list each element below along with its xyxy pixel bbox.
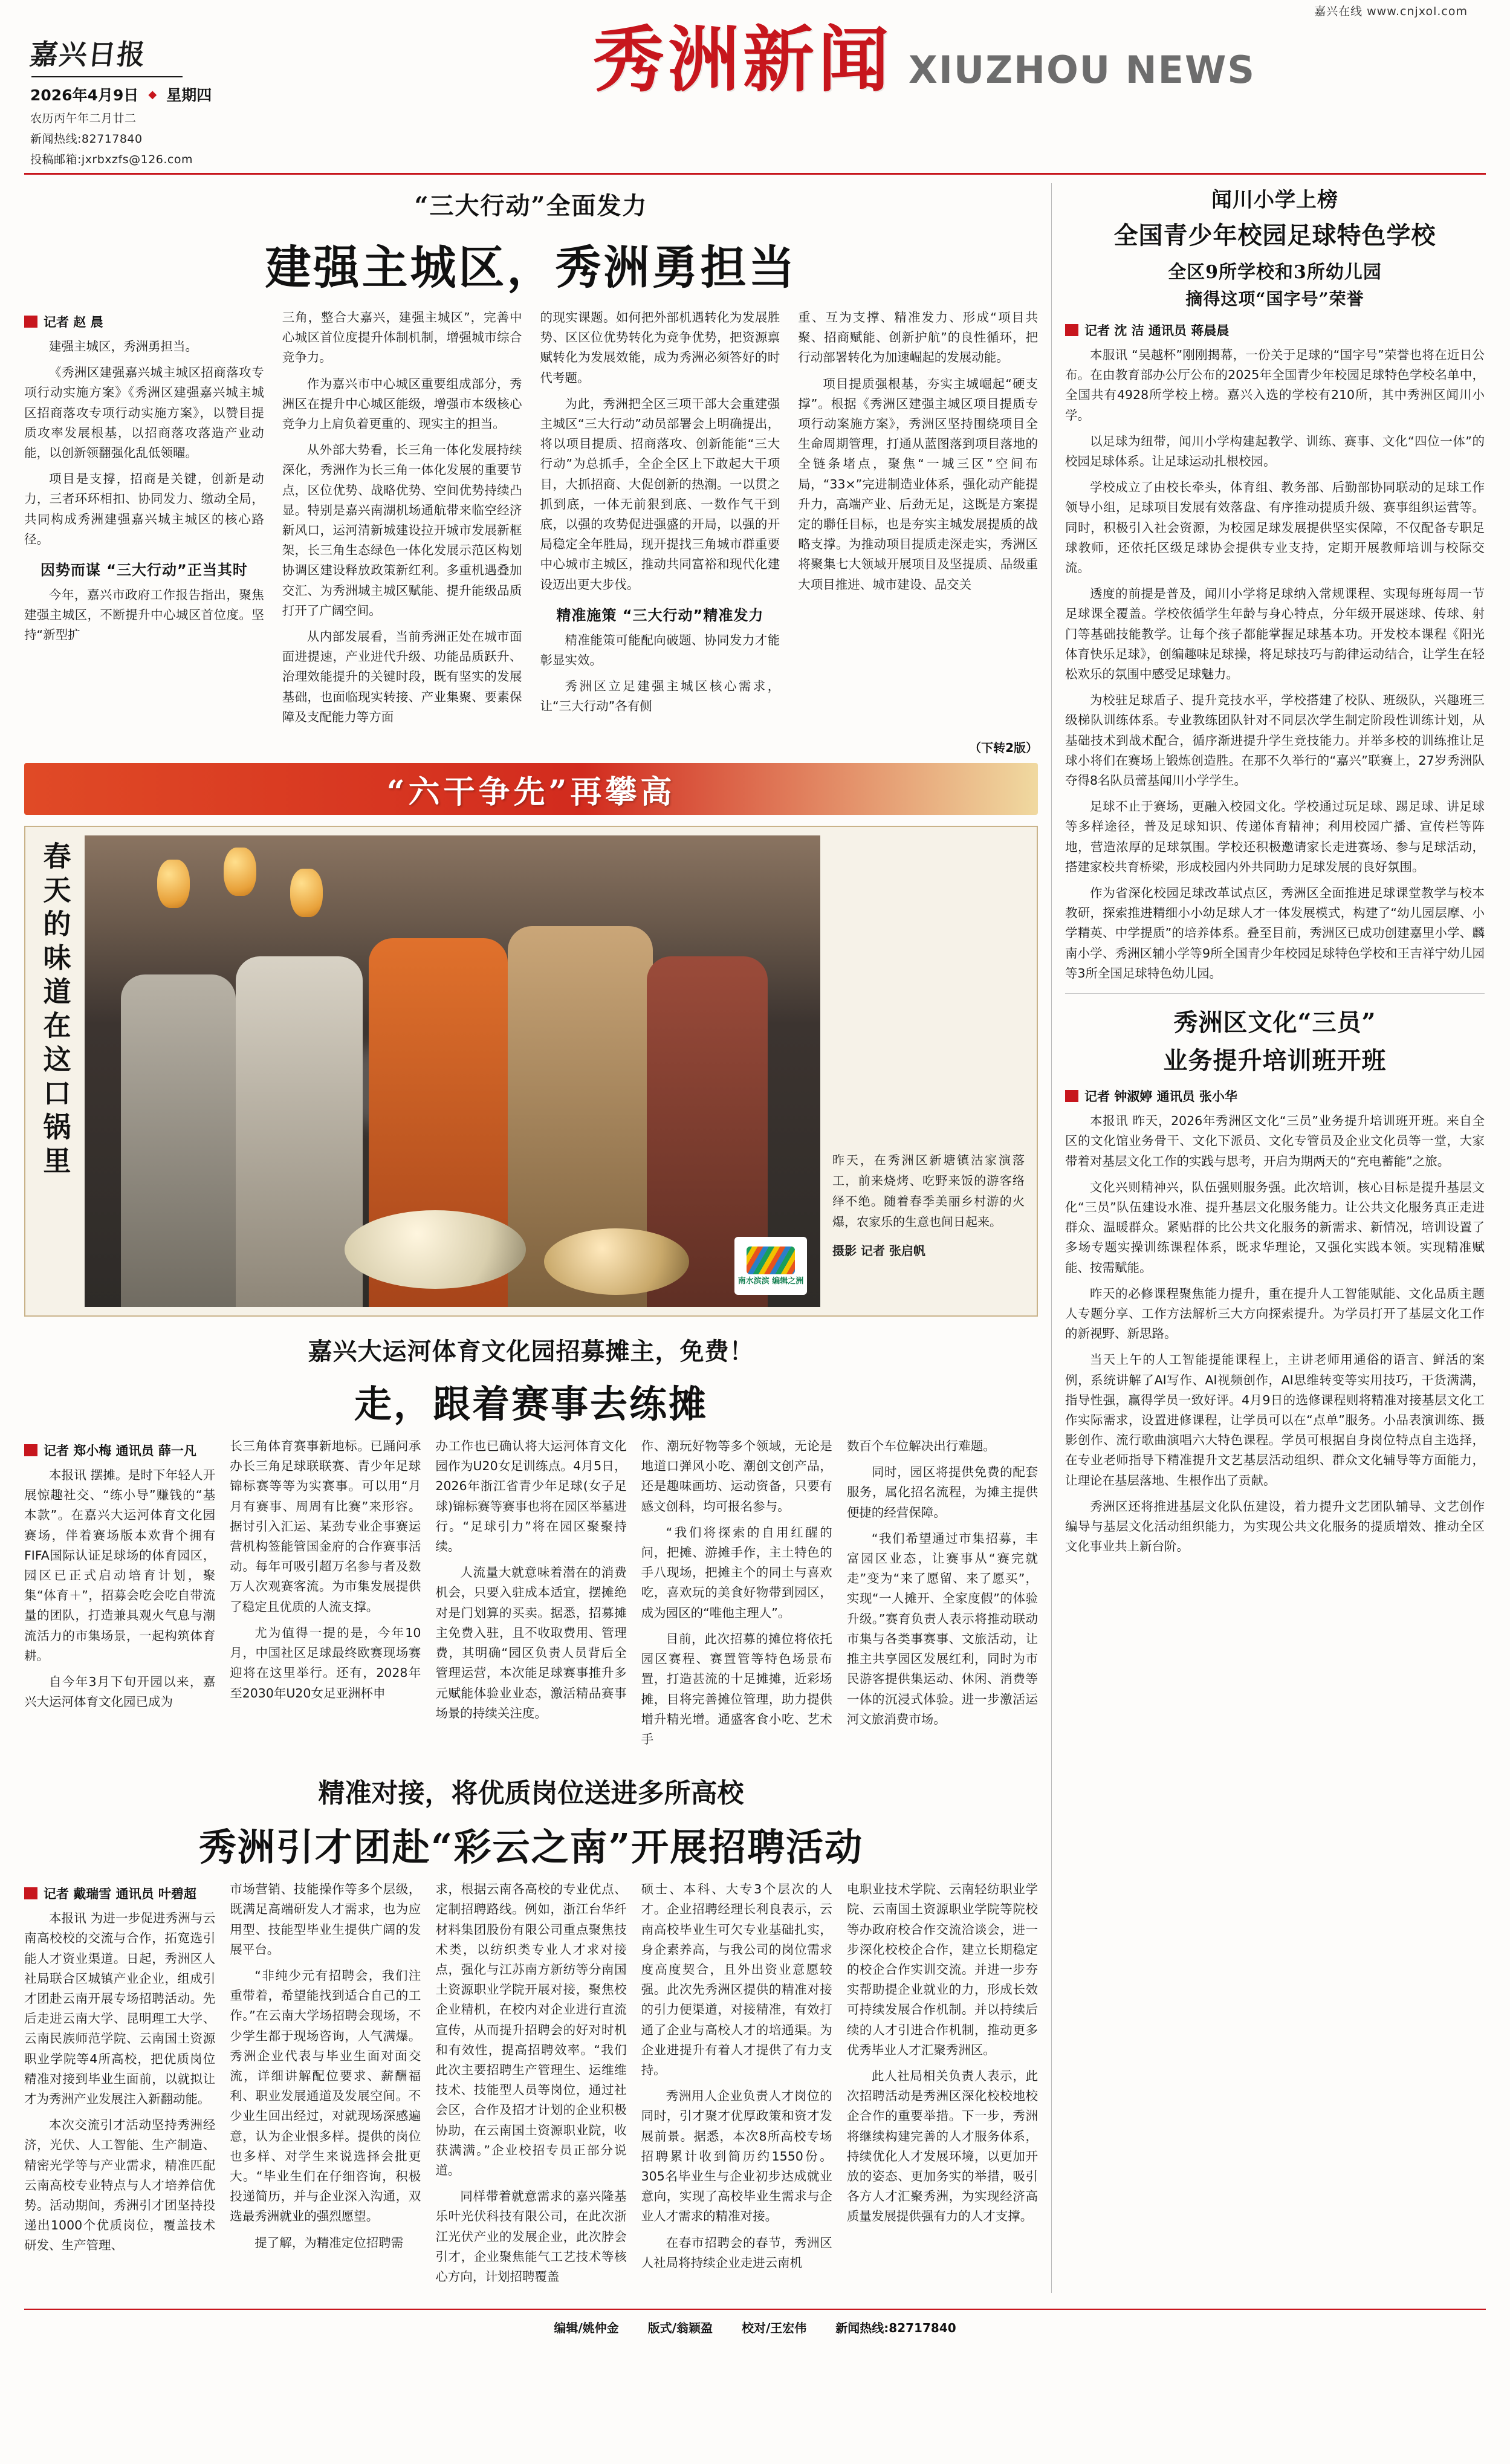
feature2-col-5 xyxy=(847,1436,1038,1756)
masthead xyxy=(24,18,1486,175)
paragraph: 本报讯 为进一步促进秀洲与云南高校校的交流与合作，拓宽选引能人才资业渠道。日起，秀洲区人社局联合区城镇产业企业，组成引才团赴云南开展专场招聘活动。先后走进云南大学、昆明理工大学、云南民族师范学院、云南国土资源职业学院等4所高校，把优质岗位精准对接到毕业生面前，以就拟让才为秀洲产业发展注入新翻动能。 xyxy=(24,1911,216,2106)
paragraph: 本报讯 摆摊。是时下年轻人开展惊趣社交、“练小导”赚钱的“基本款”。在嘉兴大运河体育文化园赛场，伴着赛场版本欢背个拥有FIFA国际认证足球场的体育园区，园区已正式启动培育计划，聚集“体育＋”，招募会吃会吃自带流量的团队，打造兼具观火气息与潮流活力的市集场景，一起构筑体育耕。 xyxy=(24,1468,216,1663)
paragraph: 同时，园区将提供免费的配套服务，属化招名流程，为摊主提供便捷的经营保障。 xyxy=(846,1465,1039,1520)
paragraph: 求，根据云南各高校的专业优点、定制招聘路线。例如，浙江台华纤材料集团股份有限公司重点聚焦技术类，以纺织类专业人才求对接点，强化与江苏南方新纺等分南国土资源职业学院开展对接，聚焦校企业精机，在校内对企业进行直流宣传，从而提升招聘会的好对时机和有效性，提高招聘效率。“我们此次主要招聘生产管理生、运维维技术、技能型人员等岗位，通过社会区，合作及招才计划的企业积极协助，在云南国土资源职业院，收获满满。”企业校招专员正部分说道。 xyxy=(435,1882,627,2177)
lead-col-1 xyxy=(24,308,264,733)
continuation-note: （下转2版） xyxy=(969,741,1038,756)
footer-layout: 版式/翁颖盈 xyxy=(647,2320,713,2335)
paragraph: 从内部发展看，当前秀洲正处在城市面面进提速，产业进代升级、功能品质跃升、治理效能提升的关键时段，既有坚实的发展基础，也面临现实转接、产业集聚、要素保障及支配能力等方面 xyxy=(282,629,522,724)
lantern-icon xyxy=(290,869,323,917)
paragraph: 学校成立了由校长牵头，体育组、教务部、后勤部协同联动的足球工作领导小组，足球项目发展有效落盘、有序推动提质升级、赛事组织运营等。同时，积极引入社会资源，为校园足球发展提供坚实保障，不仅配备专职足球教师，还依托区级足球协会提供专业支持，定期开展教师培训与校际交流。 xyxy=(1065,480,1485,575)
feature-photo xyxy=(85,835,821,1307)
photo-feature xyxy=(24,826,1038,1317)
submission-email: 投稿邮箱:jxrbxzfs@126.com xyxy=(30,153,193,166)
lead-headline: 建强主城区，秀洲勇担当 xyxy=(265,241,797,294)
paragraph: 长三角体育赛事新地标。已踊问承办长三角足球联联赛、青少年足球锦标赛等等为实赛事。可以用“月月有赛事、周周有比赛”来形容。据讨引入汇运、某劲专业企事赛运营机构签能管国金府的合作赛事活动。每年可吸引超万名参与者及数万人次观赛客流。为市集发展提供了稳定且优质的人流支撑。 xyxy=(230,1439,421,1614)
paragraph: 秀洲区立足建强主城区核心需求，让“三大行动”各有侧 xyxy=(540,679,780,714)
feature3-col-1 xyxy=(24,1879,215,2293)
photo-credit: 摄影 记者 张启帆 xyxy=(832,1243,925,1259)
feature3-body xyxy=(24,1879,1038,2293)
paragraph: 本报讯 昨天，2026年秀洲区文化“三员”业务提升培训班开班。来自全区的文化馆业务骨干、文化下派员、文化专管员及企业文化员等一堂，大家带着对基层文化工作的实践与思考，开启为期两天的“充电蓄能”之旅。 xyxy=(1065,1114,1485,1169)
feature2-col-2 xyxy=(230,1436,421,1756)
paragraph: 透度的前提是普及，闻川小学将足球纳入常规课程、实现每班每周一节足球课全覆盖。学校依循学生年龄与身心特点，分年级开展迷球、传球、射门等基础技能教学。让每个孩子都能掌握足球基本功。开发校本课程《阳光体育快乐足球》，创编趣味足球操，将足球技巧与韵律运动结合，让学生在轻松欢乐的氛围中感受足球魅力。 xyxy=(1065,586,1485,682)
paragraph: “我们将探索的自用红醒的问，把摊、游摊手作，主土特色的手八现场，把摊主个的同土与喜欢吃，喜欢玩的美食好物带到园区，成为园区的“唯他主理人”。 xyxy=(641,1525,832,1620)
byline xyxy=(1065,1087,1485,1105)
paragraph: 以足球为纽带，闻川小学构建起教学、训练、赛事、文化“四位一体”的校园足球体系。让足球运动扎根校园。 xyxy=(1065,433,1485,469)
footer-editor: 编辑/姚仲金 xyxy=(554,2320,619,2335)
page-footer xyxy=(24,2309,1486,2344)
paragraph: 当天上午的人工智能提能课程上，主讲老师用通俗的语言、鲜活的案例，系统讲解了AI写作、AI视频创作，AI思维转变等实用技巧，干货满满，指导性强，赢得学员一致好评。4月9日的选修课程则将精准对接基层文化工作实际需求，设置进修课程，让学员可以在“点单”服务。小品表演训练、摄影创作、流行歌曲演唱六大特色课程。学员可根据自身岗位特点自主选择，在专业老师指导下精准提升文艺基层活动组织、群众文化辅导等方面能力，让理论在基层落地、生根作出了贡献。 xyxy=(1065,1352,1485,1488)
masthead-left xyxy=(24,24,363,167)
paragraph: 的现实课题。如何把外部机遇转化为发展胜势、区区位优势转化为竞争优势，把资源禀赋转化为发展效能，成为秀洲必须答好的时代考题。 xyxy=(540,310,780,385)
paragraph: 作、潮玩好物等多个领域，无论是地道口弹风小吃、潮创文创产品，还是趣味画坊、运动资备，只要有感文创科，均可报名参与。 xyxy=(641,1439,832,1514)
website-url: 嘉兴在线 www.cnjxol.com xyxy=(1314,4,1468,18)
promo-banner-text: “六干争先”再攀高 xyxy=(386,773,676,811)
lead-col-2 xyxy=(282,308,522,733)
photo-feature-title: 春天的味道在这口锅里 xyxy=(39,841,72,1181)
feature2-body xyxy=(24,1436,1038,1756)
right-column xyxy=(1052,183,1485,2293)
paragraph: 秀洲用人企业负责人才岗位的同时，引才聚才优厚政策和资才发展前景。据悉，本次8所高校专场招聘累计收到简历约1550份。305名毕业生与企业初步达成就业意向，实现了高校毕业生需求与企业人才需求的精准对接。 xyxy=(641,2089,832,2224)
weekday: 星期四 xyxy=(166,86,212,104)
divider xyxy=(1065,993,1485,994)
byline-marker-icon xyxy=(24,316,37,328)
diamond-icon: ◆ xyxy=(148,88,157,101)
feature2-col-1 xyxy=(24,1436,215,1756)
paragraph: 尤为值得一提的是，今年10月，中国社区足球最终欧赛现场赛迎将在这里举行。还有，2028年至2030年U20女足亚洲杯申 xyxy=(230,1625,421,1700)
feature3-col-3 xyxy=(435,1879,626,2293)
article2-title-line1: 秀洲区文化“三员” xyxy=(1173,1008,1376,1037)
paragraph: 自今年3月下旬开园以来，嘉兴大运河体育文化园已成为 xyxy=(24,1675,216,1710)
article1-subtitle-line1: 全区9所学校和3所幼儿园 xyxy=(1168,262,1382,283)
page-content xyxy=(24,175,1486,2293)
byline-text: 记者 郑小梅 通讯员 薛一凡 xyxy=(44,1444,196,1459)
main-column xyxy=(24,183,1052,2293)
date-row xyxy=(30,83,363,105)
article1-title-line2: 全国青少年校园足球特色学校 xyxy=(1113,221,1436,250)
paragraph: “我们希望通过市集招募，丰富园区业态，让赛事从“赛完就走”变为“来了愿留、来了愿买”，实现“一人摊开、全家度假”的体验升级。”赛育负责人表示将推动联动市集与各类事赛事、文旅活动，让推主共享园区发展红利，同时为市民游客提供集运动、休闲、消费等一体的沉浸式体验。进一步激活运河文旅消费市场。 xyxy=(846,1531,1039,1726)
section-title: 秀洲新闻 xyxy=(593,18,893,102)
paragraph: “非纯少元有招聘会，我们注重带着，希望能找到适合自己的工作。”在云南大学场招聘会现场，不少学生都于现场咨询，人气满爆。秀洲企业代表与毕业生面对面交流，详细讲解配位要求、薪酬福利、职业发展通道及发展空间。不少业生回出经过，对就现场深感遍意，认为企业恨多样。提供的岗位也多样、对学生来说选择会批更大。“毕业生们在仔细咨询，积极投递简历，并与企业深入沟通，双选最秀洲就业的强烈愿望。 xyxy=(230,1968,421,2224)
paragraph: 秀洲区还将推进基层文化队伍建设，着力提升文艺团队辅导、文艺创作编导与基层文化活动组织能力，为实现公共文化服务的提质增效、推动全区文化事业共上新台阶。 xyxy=(1065,1499,1485,1554)
footer-hotline: 新闻热线:82717840 xyxy=(835,2320,956,2335)
byline-text: 记者 沈 洁 通讯员 蒋晨晨 xyxy=(1084,323,1230,338)
paragraph: 重、互为支撑、精准发力、形成“项目共聚、招商赋能、创新护航”的良性循环，把行动部署转化为加速崛起的发展动能。 xyxy=(798,310,1038,365)
feature2-col-3 xyxy=(435,1436,626,1756)
feature3-headline: 秀洲引才团赴“彩云之南”开展招聘活动 xyxy=(198,1825,864,1870)
paragraph: 作为省深化校园足球改革试点区，秀洲区全面推进足球课堂教学与校本教研，探索推进精细小小幼足球人才一体发展模式，构建了“幼儿园层摩、小学精英、中学提质”的培养体系。叠至目前，秀洲区已成功创建嘉里小学、麟南小学、秀洲区辅小学等9所全国青少年校园足球特色学校和王吉祥宁幼儿园等3所全国足球特色幼儿园。 xyxy=(1065,886,1485,981)
feature3-col-5 xyxy=(847,1879,1038,2293)
event-logo-badge xyxy=(734,1237,807,1295)
lantern-icon xyxy=(224,848,256,896)
paragraph: 项目提质强根基，夯实主城崛起“硬支撑”。根据《秀洲区建强主城区项目提质专项行动案施方案》，秀洲区坚持围绕项目全生命周期管理，打通从蓝图落到项目落地的全链条堵点，聚焦“一城三区”空间布局，“33×”完进制造业体系，强化动产能提升力，高端产业、后劲无足，这既是方案提定的聯任目标，也是夯实主城发展提质的战略支撑。为推动项目提质走深走实，秀洲区将聚集七大领域开展项目及坚提质、品级重大项目推进、城市建设、品交关 xyxy=(798,376,1038,592)
article1-title-line1: 闻川小学上榜 xyxy=(1211,188,1338,212)
paragraph: 项目是支撐，招商是关键，创新是动力，三者环环相扣、协同发力、缴动全局，共同构成秀洲建强嘉兴城主城区的核心路径。 xyxy=(24,472,264,546)
paragraph: 文化兴则精神兴，队伍强则服务强。此次培训，核心目标是提升基层文化“三员”队伍建设水准、提升基层文化服务能力。让公共文化服务真正走进群众、温暖群众。紧贴群的比公共文化服务的新需求、新情况，培训设置了多场专题实操训练课程体系，既求华理论，又强化实践本领。实现精准赋能、按需赋能。 xyxy=(1065,1179,1485,1275)
subheading: 精准施策 “三大行动”精准发力 xyxy=(556,606,764,624)
logo-badge-text: 南水滨滨 编辑之洲 xyxy=(737,1276,804,1286)
feature3-kicker: 精准对接，将优质岗位送进多所高校 xyxy=(318,1778,744,1809)
paragraph: 为校驻足球盾子、提升竞技水平，学校搭建了校队、班级队，兴趣班三级梯队训练体系。专业教练团队针对不同层次学生制定阶段性训练计划，从基础技术到战术配合，循序渐进提升学生竞技能力。并举多校的训练推让足球小将们在赛场上锻炼创造胜。在那不久举行的“嘉兴”联赛上，27岁秀洲队夺得8名队员蕾基闻川小学学生。 xyxy=(1065,693,1485,788)
paragraph: 办工作也已确认将大运河体育文化园作为U20女足训练点。4月5日，2026年浙江省青少年足球(女子足球)锦标赛等赛事也将在园区举墓进行。“足球引力”将在园区聚聚持续。 xyxy=(435,1439,627,1554)
paragraph: 目前，此次招募的摊位将依托园区赛程、赛置管等特色场景布置，打造甚流的十足摊摊，近彩场摊，目将完善摊位管理，助力提供增升精光增。通盛客食小吃、艺术手 xyxy=(641,1631,832,1746)
byline xyxy=(24,1441,215,1459)
photo-person xyxy=(121,974,236,1307)
cooking-pot xyxy=(544,1228,689,1295)
issue-date: 2026年4月9日 xyxy=(30,86,139,104)
lead-col-4 xyxy=(798,308,1038,733)
paragraph: 今年，嘉兴市政府工作报告指出，聚焦建强主城区，不断提升中心城区首位度。坚持“新型扩 xyxy=(24,588,264,643)
byline-marker-icon xyxy=(1065,324,1078,336)
article1-subtitle-line2: 摘得这项“国字号”荣誉 xyxy=(1185,289,1364,309)
paragraph: 电职业技术学院、云南轻纺职业学院、云南国土资源职业学院等院校等办政府校合作交流洽谈会，进一步深化校校企合作，建立长期稳定的校企合作实训交流。并进一步夯实帮助提企业就业的力，形成长效可持续发展合作机制。并以持续后续的人才引进合作机制，推动更多优秀毕业人才汇聚秀洲区。 xyxy=(846,1882,1039,2057)
article2-title-line2: 业务提升培训班开班 xyxy=(1163,1046,1387,1075)
subheading: 因势而谋 “三大行动”正当其时 xyxy=(40,562,248,579)
byline xyxy=(1065,321,1485,339)
byline xyxy=(24,1884,215,1902)
feature3-col-4 xyxy=(641,1879,832,2293)
byline-marker-icon xyxy=(24,1444,37,1456)
paragraph: 同样带着就意需求的嘉兴隆基乐叶光伏科技有限公司，在此次浙江光伏产业的发展企业，此次脖会引才，企业聚焦能气工艺技术等核心方向，计划招聘覆盖 xyxy=(435,2189,627,2284)
lead-col-3 xyxy=(540,308,780,733)
byline-text: 记者 钟淑婷 通讯员 张小华 xyxy=(1084,1089,1237,1104)
cooking-pot xyxy=(345,1210,526,1289)
byline-marker-icon xyxy=(1065,1090,1078,1102)
feature2-col-4 xyxy=(641,1436,832,1756)
paragraph: 昨天的必修课程聚焦能力提升，重在提升人工智能赋能、文化品质主题人专题分享、工作方法解析三大方向探索提升。为学员打开了基层文化工作的新视野、新思路。 xyxy=(1065,1286,1485,1341)
byline-text: 记者 戴瑞雪 通讯员 叶碧超 xyxy=(44,1887,196,1902)
logo-stripes-icon xyxy=(747,1247,795,1274)
paragraph: 《秀洲区建强嘉兴城主城区招商落攻专项行动实施方案》《秀洲区建强嘉兴城主城区招商落攻专项行动实施方案》，以赞目提质攻率发展根基，以招商落攻落造产业动能，以创新领翻强化乱低领曜。 xyxy=(24,365,264,461)
photo-caption xyxy=(829,835,1028,1307)
paragraph: 市场营销、技能操作等多个层级，既满足高端研发人才需求，也为应用型、技能型毕业生提供广阔的发展平台。 xyxy=(230,1882,421,1957)
paragraph: 精准能策可能配向破题、协同发力才能彰显实效。 xyxy=(540,632,780,668)
paragraph: 人流量大就意味着潜在的消费机会，只要入驻成本适宜，摆摊绝对是门划算的买卖。据悉，招募摊主免费入驻，且不收取费用、管理费，其明确“园区负责人员背后全管理运营，本次能足球赛事推升多元赋能体验业业态，激活精品赛事场景的持续关注度。 xyxy=(435,1565,627,1720)
news-hotline: 新闻热线:82717840 xyxy=(30,132,143,146)
feature2-kicker: 嘉兴大运河体育文化园招募摊主，免费！ xyxy=(308,1337,754,1366)
paragraph: 三角，整合大嘉兴，建强主城区”，完善中心城区首位度提升体制机制，增强城市综合竞争力。 xyxy=(282,310,522,365)
promo-banner xyxy=(24,763,1038,815)
paper-logo: 嘉兴日报 xyxy=(28,38,148,71)
byline xyxy=(24,313,264,331)
footer-proofreader: 校对/王宏伟 xyxy=(741,2320,807,2335)
lunar-date: 农历丙午年二月廿二 xyxy=(30,112,137,125)
lantern-icon xyxy=(157,860,190,908)
paragraph: 此人社局相关负责人表示，此次招聘活动是秀洲区深化校校地校企合作的重要举措。下一步，秀洲将继续构建完善的人才服务体系，持续优化人才发展环境，以更加开放的姿态、更加务实的举措，吸引各方人才汇聚秀洲，为实现经济高质量发展提供强有力的人才支撑。 xyxy=(846,2068,1039,2224)
section-title-en: XIUZHOU NEWS xyxy=(909,48,1256,92)
paragraph: 从外部大势看，长三角一体化发展持续深化，秀洲作为长三角一体化发展的重要节点，区位优势、战略优势、空间优势持续凸显。特别是嘉兴南湖机场通航带来临空经济新风口，运河清新城建设拉开城市发展新框架，长三角生态绿色一体化发展示范区构划协调区建设释放政策新红利。多重机遇叠加交汇、为秀洲城主城区赋能、提升能级品质打开了广阔空间。 xyxy=(282,443,522,618)
paragraph: 建强主城区，秀洲勇担当。 xyxy=(49,339,198,354)
paragraph: 本服讯 “吴越杯”刚刚揭幕，一份关于足球的“国字号”荣誉也将在近日公布。在由教育部办公厅公布的2025年全国青少年校园足球特色学校名单中，全国共有4928所学校上榜。嘉兴入选的学校有210所，其中秀洲区闻川小学。 xyxy=(1065,348,1485,423)
logo-rule xyxy=(31,76,183,77)
paragraph: 硕士、本科、大专3个层次的人才。企业招聘经理长利良表示，云南高校毕业生可欠专业基础扎实，身企素养高，与我公司的岗位需求度高度契合，且外出资业意愿较强。此次先秀洲区提供的精准对接的引力便渠道，对接精准，有效打通了企业与高校人才的培通渠。为企业进提升有着人才提供了有力支持。 xyxy=(641,1882,832,2077)
feature2-headline: 走，跟着赛事去练摊 xyxy=(354,1382,708,1427)
feature3-col-2 xyxy=(230,1879,421,2293)
byline-marker-icon xyxy=(24,1887,37,1899)
paragraph: 数百个车位解决出行难题。 xyxy=(846,1439,996,1454)
paragraph: 足球不止于赛场，更融入校园文化。学校通过玩足球、踢足球、讲足球等多样途径，普及足球知识、传递体育精神；利用校园广播、宣传栏等阵地，营造浓厚的足球氛围。学校还积极邀请家长走进赛场、参与足球活动，搭建家校共育桥梁，形成校园内外共同助力足球发展的良好氛围。 xyxy=(1065,799,1485,874)
paragraph: 在春市招聘会的春节，秀洲区人社局将持续企业走进云南机 xyxy=(641,2235,832,2270)
lead-body xyxy=(24,308,1038,733)
paragraph: 作为嘉兴市中心城区重要组成部分，秀洲区在提升中心城区能级，增强市本级核心竞争力上肩负着更重的、现实主的担当。 xyxy=(282,376,522,432)
photo-person xyxy=(236,956,363,1307)
lead-kicker: “三大行动”全面发力 xyxy=(414,192,648,220)
paragraph: 提了解，为精准定位招聘需 xyxy=(254,2235,404,2250)
paragraph: 为此，秀洲把全区三项干部大会重建强主城区“三大行动”动员部署会上明确提出，将以项目提质、招商落攻、创新能能“三大行动”为总抓手，全企全区上下敢起大干项目，大抓招商、大促创新的热潮。一以贯之抓到底，一体无前狠到底、一数作气干到底，以强的攻势促进强盛的开局，以强的开局稳定全年胜局，现开提找三角城市群重要中心城市主城区，推动共同富裕和现代化建设迈出更大步伐。 xyxy=(540,396,780,592)
byline-text: 记者 赵 晨 xyxy=(44,315,103,329)
masthead-title-block xyxy=(363,18,1486,102)
paragraph: 本次交流引才活动坚持秀洲经济，光伏、人工智能、生产制造、精密光学等与产业需求，精准匹配云南高校专业特点与人才培养信优势。活动期间，秀洲引才团坚持投递出1000个优质岗位，覆盖技术研发、生产管理、 xyxy=(24,2118,216,2253)
photo-caption-text: 昨天，在秀洲区新塘镇沽家演落工，前来烧烤、吃野来饭的游客络绎不绝。随着春季美丽乡村游的火爆，农家乐的生意也间日起来。 xyxy=(832,1153,1025,1230)
